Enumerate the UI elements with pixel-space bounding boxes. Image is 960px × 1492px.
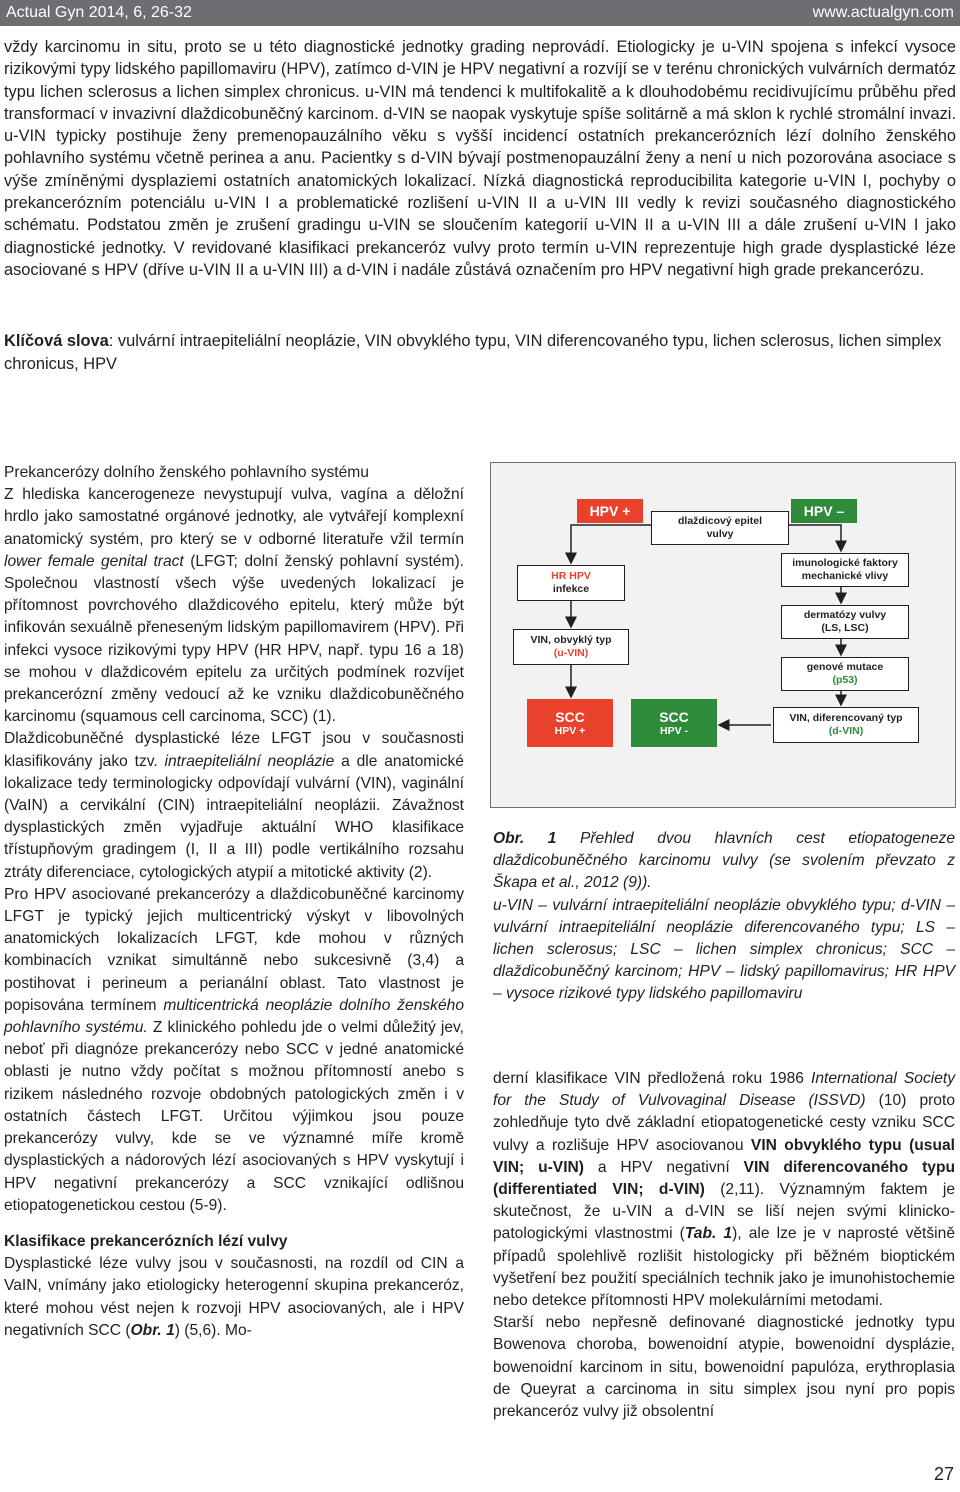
caption-label: Obr. 1 bbox=[493, 830, 557, 847]
journal-url[interactable]: www.actualgyn.com bbox=[812, 4, 954, 21]
box-label: HR HPV bbox=[551, 570, 591, 582]
scc-hpv-negative-box bbox=[631, 699, 717, 747]
box-label: SCC bbox=[555, 708, 585, 725]
hr-hpv-infection-box bbox=[517, 565, 625, 601]
box-label: imunologické faktory bbox=[792, 557, 898, 569]
arrow-epitel-to-hr bbox=[571, 525, 651, 563]
paragraph-2 bbox=[4, 728, 464, 883]
left-column bbox=[4, 462, 464, 1342]
abstract-text: vždy karcinomu in situ, proto se u této diagnostické jednotky grading neprovádí. Etiologicky je u-VIN spojena s infekcí vysoce rizikovými typy lidského papillomaviru (HPV), zatímco d-VIN je HPV negativní a rozvíjí se v terénu chronických vulvárních dermatóz typu lichen sclerosus a lichen simplex chronicus. u-VIN má tendenci k multifokalitě a k dlouhodobému recidivujícímu průběhu před transformací v invazivní dlaždicobuněčný karcinom. d-VIN se naopak vyskytuje spíše solitárně a má sklon k rychlé stromální invazi. u-VIN typicky postihuje ženy premenopauzálního věku s vyšší incidencí ostatních prekancerózních lézí dolního ženského pohlavního systému včetně perinea a anu. Pacientky s d-VIN bývají postmenopauzální ženy a není u nich pozorována asociace s výše zmíněnými dysplaziemi ostatních anatomických lokalizací. Nízká diagnostická reproducibilita kategorie u-VIN I, pochyby o prekancerózním potenciálu u-VIN I a problematické rozlišení u-VIN II a u-VIN III vedly k revizi současného diagnostického schématu. Podstatou změn je zrušení gradingu u-VIN se sloučením kategorií u-VIN II a u-VIN III a dále zrušení u-VIN I jako diagnostické jednotky. V revidované klasifikaci prekanceróz vulvy proto termín u-VIN reprezentuje high grade dysplastické léze asociované s HPV (dříve u-VIN II a u-VIN III) a d-VIN i nadále zůstává označením pro HPV negativní high grade prekancerózu. bbox=[4, 38, 956, 279]
text-run: Dlaždicobuněčné dysplastické léze LFGT jsou v současnosti klasifikovány jako tzv. bbox=[4, 730, 464, 770]
page-number: 27 bbox=[933, 1464, 954, 1484]
emphasis: lower female genital tract bbox=[4, 552, 184, 570]
box-label: VIN, obvyklý typ bbox=[530, 634, 612, 646]
text-run: a dle anatomické lokalizace tedy terminologicky odpovídají vulvární (VIN), vaginální (VaIN) a cervikální (CIN) intraepiteliální neoplázii. Závažnost dysplastických změn vyjadřuje aktuální WHO klasifikace třístupňovým gradingem (I, II a III) podle vertikálního rozsahu ztráty diferenciace, cytologických atypií a mitotické aktivity (2). bbox=[4, 752, 464, 881]
box-label: HPV + bbox=[554, 724, 586, 737]
box-label: SCC bbox=[659, 708, 689, 725]
text-run: Z klinického pohledu jde o velmi důležitý jev, neboť při diagnóze prekancerózy nebo SCC v jedné anatomické oblasti je nutno vždy počítat s možnou přítomností anebo s rizikem následného rozvoje obdobných patologických změn i v ostatních částech LFGT. Určitou výjimkou jsou pouze prekancerózy vulvy, kde se ve významné míře kromě dysplastických a nádorových lézí asociovaných s HPV vyskytují i HPV negativní prekancerózy a SCC vznikající odlišnou etiopatogenetickou cestou (5-9). bbox=[4, 1019, 464, 1214]
text-run: (10) proto zohledňuje tyto dvě základní etiopatogenetické cesty vzniku SCC vulvy a rozlišuje HPV asociovanou bbox=[493, 1092, 955, 1154]
hpv-positive-box bbox=[577, 499, 643, 523]
box-label: (LS, LSC) bbox=[821, 622, 869, 634]
immunological-factors-box bbox=[781, 553, 909, 587]
right-column bbox=[493, 1068, 955, 1423]
vulvar-dermatoses-box bbox=[781, 605, 909, 639]
box-label: mechanické vlivy bbox=[801, 570, 889, 582]
text-run: ), ale lze je v naprosté většině případů spolehlivě rozlišit histologicky při běžném bioptickém vyšetření bez použití speciálních technik jako je imunohistochemie nebo detekce přítomnosti HPV molekulárními metodami. bbox=[493, 1225, 955, 1310]
text-run: Dysplastické léze vulvy jsou v současnosti, na rozdíl od CIN a VaIN, vnímány jako etiologicky heterogenní skupina prekanceróz, které mohou vést nejen k rozvoji HPV asociovaných, ale i HPV negativních SCC ( bbox=[4, 1255, 464, 1339]
keywords-label: Klíčová slova bbox=[4, 332, 109, 350]
table-reference[interactable]: Tab. 1 bbox=[684, 1225, 733, 1243]
text-run: derní klasifikace VIN předložená roku 1986 bbox=[493, 1070, 811, 1087]
text-run: a HPV negativní bbox=[583, 1158, 744, 1176]
emphasis: multicentrická neoplázie dolního ženského pohlavního systému. bbox=[4, 996, 464, 1037]
box-label: vulvy bbox=[706, 528, 734, 540]
box-label: HPV – bbox=[803, 503, 845, 519]
journal-header bbox=[0, 0, 960, 26]
differentiated-vin-box bbox=[773, 707, 919, 743]
figure-reference[interactable]: Obr. 1 bbox=[130, 1321, 175, 1339]
strong-term: VIN obvyklého typu (usual VIN; u-VIN) bbox=[493, 1136, 956, 1176]
emphasis: intraepiteliální neoplázie bbox=[164, 752, 335, 770]
emphasis: International Society for the Study of Vulvovaginal Disease (ISSVD) bbox=[493, 1070, 956, 1110]
box-label: (p53) bbox=[832, 674, 858, 686]
keywords-text: : vulvární intraepiteliální neoplázie, VIN obvyklého typu, VIN diferencovaného typu, lichen sclerosus, lichen simplex chronicus, HPV bbox=[4, 332, 942, 373]
journal-citation: Actual Gyn 2014, 6, 26-32 bbox=[6, 4, 192, 21]
paragraph-1 bbox=[4, 484, 464, 728]
caption-legend: u-VIN – vulvární intraepiteliální neoplázie obvyklého typu; d-VIN – vulvární intraepiteliální neoplázie diferencovaného typu; LS – lichen sclerosus; LSC – lichen simplex chronicus; SCC – dlaždicobuněčný karcinom; HPV – lidský papillomavirus; HR HPV – vysoce rizikové typy lidského papillomaviru bbox=[493, 896, 955, 1003]
squamous-epithelium-box bbox=[651, 511, 789, 545]
section-heading-lfgt: Prekancerózy dolního ženského pohlavního systému bbox=[4, 464, 369, 481]
gene-mutations-box bbox=[781, 657, 909, 691]
text-run: (2,11). Významným faktem je skutečnost, že u-VIN a d-VIN se liší nejen svými klinicko-patologickými vlastnostmi ( bbox=[493, 1181, 955, 1243]
scc-hpv-positive-box bbox=[527, 699, 613, 747]
box-label: infekce bbox=[552, 583, 590, 595]
text-run: (LFGT; dolní ženský pohlavní systém). Společnou vlastností všech výše uvedených lokalizací je přítomnost povrchového dlaždicového epitelu, který může být infikován sexuálně přeneseným lidským papillomavirem (HPV). Při infekci vysoce rizikovými typy HPV (HR HPV, např. typu 16 a 18) se mohou v dlaždicovém epitelu za určitých podmínek rozvíjet prekancerózní změny vedoucí až ke vzniku dlaždicobuněčného karcinomu (squamous cell carcinoma, SCC) (1). bbox=[4, 552, 464, 726]
box-label: dermatózy vulvy bbox=[803, 609, 887, 621]
arrow-epitel-to-imun bbox=[789, 525, 841, 551]
box-label: VIN, diferencovaný typ bbox=[789, 712, 903, 724]
paragraph-5 bbox=[493, 1068, 955, 1312]
abstract bbox=[4, 36, 956, 281]
box-label: HPV + bbox=[589, 503, 631, 519]
box-label: (d-VIN) bbox=[828, 725, 864, 737]
keywords bbox=[4, 330, 956, 375]
text-run: Z hlediska kancerogeneze nevystupují vulva, vagína a děložní hrdlo jako samostatné orgánové jednotky, ale vytvářejí komplexní anatomický systém, pro který se v odborné literatuře vžil termín bbox=[4, 486, 464, 548]
box-label: dlaždicový epitel bbox=[677, 515, 763, 527]
box-label: HPV - bbox=[659, 724, 688, 737]
caption-text: Přehled dvou hlavních cest etiopatogeneze dlaždicobuněčného karcinomu vulvy (se svolením převzato z Škapa et al., 2012 (9)). bbox=[493, 830, 955, 892]
paragraph-6: Starší nebo nepřesně definované diagnostické jednotky typu Bowenova choroba, bowenoidní atypie, bowenoidní dysplázie, bowenoidní karcinom in situ, bowenoidní papulóza, erythroplasia de Queyrat a carcinoma in situ simplex jsou nyní pro popis prekanceróz vulvy již obsolentní bbox=[493, 1314, 955, 1421]
caption-title bbox=[493, 828, 955, 895]
text-run: ) (5,6). Mo- bbox=[174, 1321, 252, 1339]
usual-vin-box bbox=[513, 629, 629, 665]
section-heading-classification: Klasifikace prekancerózních lézí vulvy bbox=[4, 1232, 288, 1250]
figure-1-diagram bbox=[490, 462, 956, 808]
paragraph-4 bbox=[4, 1253, 464, 1342]
figure-caption bbox=[493, 828, 955, 1006]
paragraph-3 bbox=[4, 884, 464, 1217]
box-label: genové mutace bbox=[806, 661, 884, 673]
hpv-negative-box bbox=[791, 499, 857, 523]
box-label: (u-VIN) bbox=[553, 647, 589, 659]
strong-term: VIN diferencovaného typu (differentiated VIN; d-VIN) bbox=[493, 1158, 956, 1199]
text-run: Pro HPV asociované prekancerózy a dlaždicobuněčné karcinomy LFGT je typický jejich multicentrický výskyt v libovolných anatomických lokalizacích LFGT, kde mohou v různých kombinacích vznikat simultánně nebo sukcesivně (3,4) a postihovat i perineum a perianální oblast. Tato vlastnost je popisována termínem bbox=[4, 885, 464, 1014]
